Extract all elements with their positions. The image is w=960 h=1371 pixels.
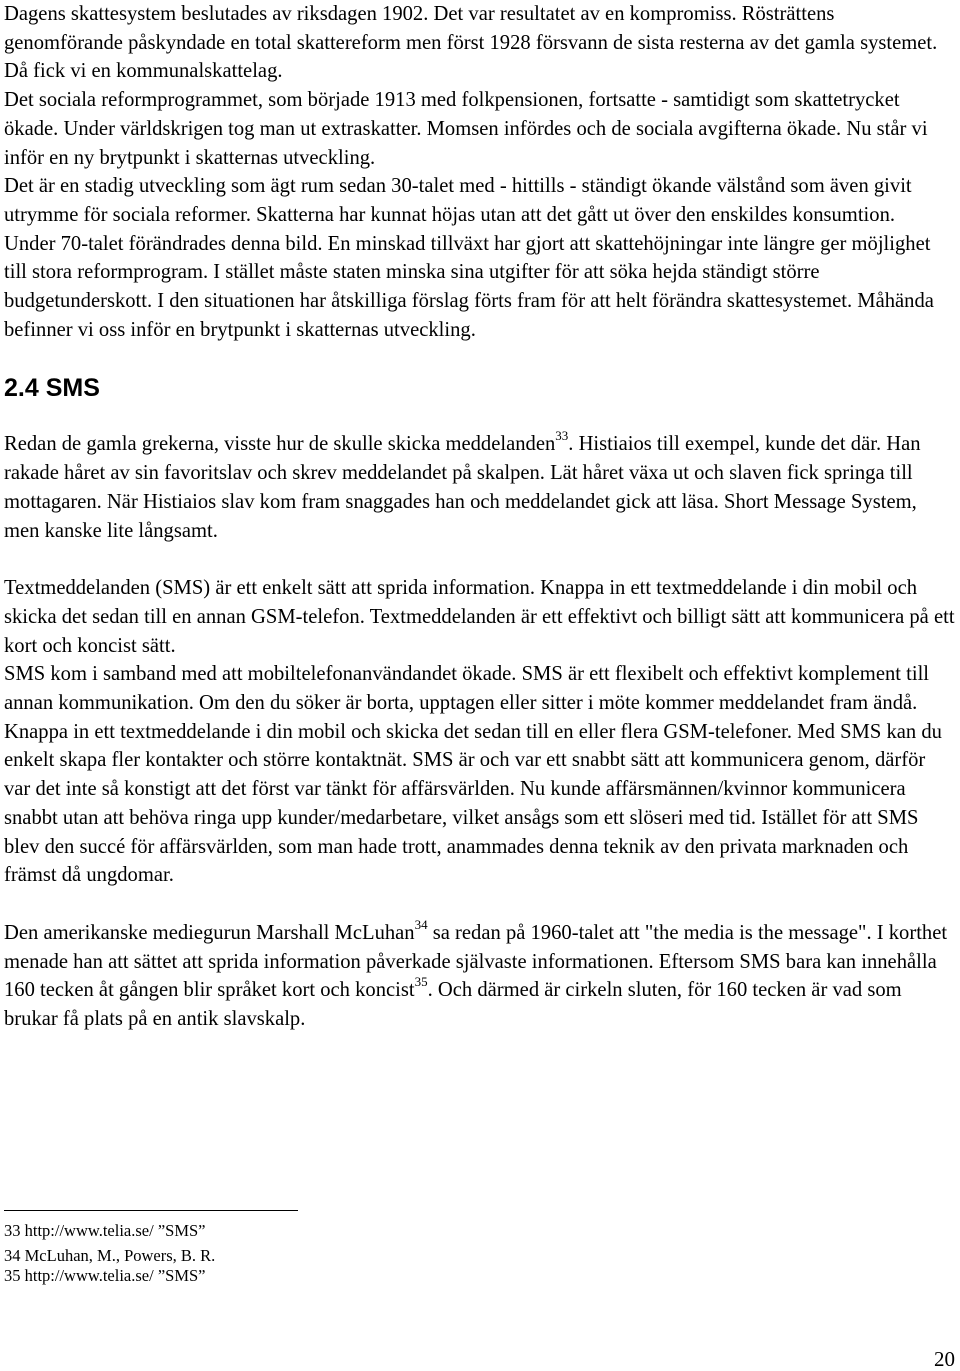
footnotes xyxy=(4,1221,604,1286)
paragraph-mcluhan xyxy=(4,916,956,1034)
paragraph-sms-intro: Textmeddelanden (SMS) är ett enkelt sätt att sprida information. Knappa in ett textmeddelande i din mobil och skicka det sedan till en annan GSM-telefon. Textmeddelanden är ett effektivt och billigt sätt att kommunicera på ett kort och koncist sätt. xyxy=(4,577,955,657)
paragraph-greeks xyxy=(4,430,956,545)
footnote-separator xyxy=(4,1210,298,1211)
footnote: 33 http://www.telia.se/ ”SMS” xyxy=(4,1221,206,1240)
document-body xyxy=(4,0,956,1034)
paragraph: Dagens skattesystem beslutades av riksdagen 1902. Det var resultatet av en kompromiss. Rösträttens genomförande påskyndade en total skattereform men först 1928 försvann de sista resterna av det gamla systemet. Då fick vi en kommunalskattelag. xyxy=(4,3,938,83)
section-heading: 2.4 SMS xyxy=(4,374,100,403)
intro-section xyxy=(4,0,956,344)
paragraph-text: Redan de gamla grekerna, visste hur de skulle skicka meddelanden xyxy=(4,433,556,456)
paragraph: Det är en stadig utveckling som ägt rum sedan 30-talet med - hittills - ständigt ökande välstånd som även givit utrymme för sociala reformer. Skatterna har kunnat höjas utan att det gått ut över den enskildes konsumtion. xyxy=(4,175,912,226)
footnote: 35 http://www.telia.se/ ”SMS” xyxy=(4,1266,206,1285)
paragraph: Det sociala reformprogrammet, som började 1913 med folkpensionen, fortsatte - samtidigt som skattetrycket ökade. Under världskrigen tog man ut extraskatter. Momsen infördes och de sociala avgifterna ökade. Nu står vi inför en ny brytpunkt i skatternas utveckling. xyxy=(4,89,928,169)
paragraph-text: sa redan på 1960-talet att "the media is the message". I korthet menade han att sättet att sprida information påverkade självaste informationen. Eftersom SMS bara kan innehålla 160 tecken åt gången blir språket kort och koncist xyxy=(4,921,948,1002)
footnote-reference: 33 xyxy=(555,428,569,444)
paragraph-text: . Och därmed är cirkeln sluten, för 160 tecken är vad som brukar få plats på en antik slavskalp. xyxy=(4,979,902,1031)
paragraph-text: Den amerikanske mediegurun Marshall McLuhan xyxy=(4,921,415,944)
paragraph: Under 70-talet förändrades denna bild. En minskad tillväxt har gjort att skattehöjningar inte längre ger möjlighet till stora reformprogram. I stället måste staten minska sina utgifter för att söka hejda ständigt större budgetunderskott. I den situationen har åtskilliga förslag förts fram för att helt förändra skattesystemet. Måhända befinner vi oss inför en brytpunkt i skatternas utveckling. xyxy=(4,232,934,341)
page-number: 20 xyxy=(934,1347,955,1371)
paragraph-text: . Histiaios till exempel, kunde det där. Han rakade håret av sin favoritslav och skrev meddelandet på skalpen. Lät håret växa ut och slaven fick springa till mottagaren. När Histiaios slav kom fram snaggades han och meddelandet gick att läsa. Short Message System, men kanske lite långsamt. xyxy=(4,433,921,542)
footnote: 34 McLuhan, M., Powers, B. R. xyxy=(4,1246,216,1265)
paragraph-sms-history: SMS kom i samband med att mobiltelefonanvändandet ökade. SMS är ett flexibelt och effektivt komplement till annan kommunikation. Om den du söker är borta, upptagen eller sitter i möte kommer meddelandet fram ändå. Knappa in ett textmeddelande i din mobil och skicka det sedan till en eller flera GSM-telefoner. Med SMS kan du enkelt skapa fler kontakter och större kontaktnät. SMS är och var ett snabbt sätt att kommunicera genom, därför var det inte så konstigt att det först var tänkt för affärsvärlden. Nu kunde affärsmännen/kvinnor kommunicera snabbt utan att behöva ringa upp kunder/medarbetare, vilket ansågs som ett slöseri med tid. Istället för att SMS blev den succé för affärsvärlden, som man hade trott, anammades denna teknik av den privata marknaden och främst då ungdomar. xyxy=(4,663,942,887)
footnote-reference: 34 xyxy=(414,916,428,932)
footnote-reference: 35 xyxy=(414,974,428,990)
